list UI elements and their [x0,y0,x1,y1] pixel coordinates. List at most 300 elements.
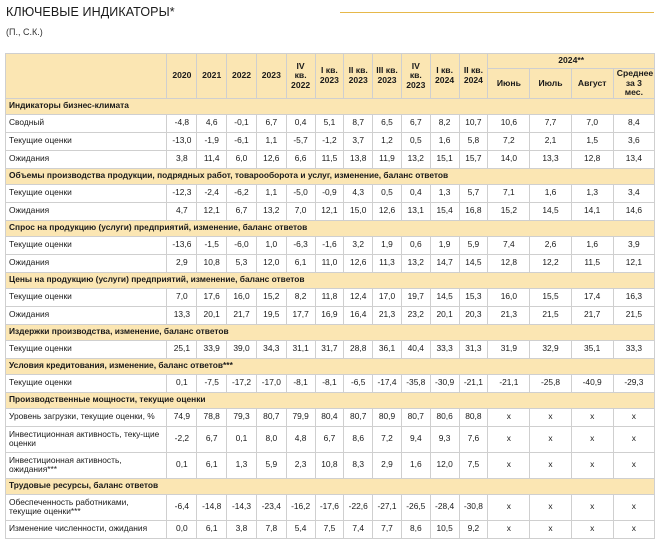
table-cell: 15,7 [459,150,488,168]
table-cell: -0,1 [227,114,257,132]
table-cell: x [571,426,613,452]
table-cell: 0,4 [286,114,315,132]
table-cell: -1,9 [197,132,227,150]
table-cell: x [613,426,654,452]
table-cell: 2,9 [167,254,197,272]
table-cell: 79,3 [227,408,257,426]
table-cell: 11,0 [315,254,344,272]
table-cell: 14,1 [571,202,613,220]
table-cell: -17,4 [373,374,402,392]
table-cell: 13,8 [344,150,373,168]
section-title: Условия кредитования, изменение, баланс ответов*** [6,358,655,374]
table-cell: 33,3 [430,340,459,358]
table-cell: 13,2 [401,254,430,272]
table-cell: -23,4 [256,494,286,520]
table-cell: -17,2 [227,374,257,392]
table-cell: 17,4 [571,288,613,306]
table-cell: -16,2 [286,494,315,520]
table-cell: 11,8 [315,288,344,306]
table-cell: 7,7 [530,114,571,132]
table-cell: 1,3 [227,452,257,478]
section-header-row [6,220,655,236]
table-cell: 7,0 [571,114,613,132]
table-cell: 17,6 [197,288,227,306]
table-row [6,236,655,254]
table-cell: -40,9 [571,374,613,392]
table-cell: 17,0 [373,288,402,306]
column-header: Июль [530,69,571,99]
table-cell: 12,6 [373,202,402,220]
table-cell: 12,6 [344,254,373,272]
table-cell: 7,5 [315,520,344,538]
table-cell: -29,3 [613,374,654,392]
table-cell: 5,8 [459,132,488,150]
table-cell: 14,7 [430,254,459,272]
table-cell: -7,5 [197,374,227,392]
table-cell: 3,8 [227,520,257,538]
section-header-row [6,324,655,340]
table-cell: 1,6 [530,184,571,202]
table-cell: 1,6 [430,132,459,150]
table-cell: 21,7 [227,306,257,324]
table-cell: -1,5 [197,236,227,254]
table-cell: 13,2 [256,202,286,220]
table-cell: 14,5 [430,288,459,306]
row-label: Текущие оценки [6,236,167,254]
column-header: 2022 [227,54,257,99]
table-cell: 17,7 [286,306,315,324]
column-header: Среднее за 3 мес. [613,69,654,99]
table-cell: 2,9 [373,452,402,478]
table-cell: -30,9 [430,374,459,392]
table-cell: 11,5 [571,254,613,272]
table-cell: 12,1 [613,254,654,272]
row-label: Инвестиционная активность, ожидания*** [6,452,167,478]
table-cell: 0,1 [227,426,257,452]
table-cell: 0,1 [167,452,197,478]
table-cell: 12,8 [571,150,613,168]
table-cell: x [530,408,571,426]
table-cell: 8,2 [286,288,315,306]
table-cell: 15,2 [488,202,530,220]
table-cell: 36,1 [373,340,402,358]
table-cell: 8,6 [401,520,430,538]
table-cell: -22,6 [344,494,373,520]
row-label: Текущие оценки [6,374,167,392]
table-cell: x [613,408,654,426]
table-cell: 10,6 [488,114,530,132]
table-cell: 10,8 [315,452,344,478]
row-label: Сводный [6,114,167,132]
table-cell: -6,3 [286,236,315,254]
table-row [6,494,655,520]
table-cell: 3,8 [167,150,197,168]
table-cell: x [571,494,613,520]
table-cell: 16,3 [613,288,654,306]
row-label: Ожидания [6,306,167,324]
row-label: Изменение численности, ожидания [6,520,167,538]
row-label: Ожидания [6,150,167,168]
table-cell: 80,6 [430,408,459,426]
table-cell: 14,6 [613,202,654,220]
table-cell: 9,4 [401,426,430,452]
table-cell: 7,0 [167,288,197,306]
table-cell: x [488,494,530,520]
table-cell: x [571,408,613,426]
table-cell: 31,7 [315,340,344,358]
table-cell: 4,7 [167,202,197,220]
table-cell: 3,6 [613,132,654,150]
table-cell: -6,5 [344,374,373,392]
table-cell: 2,3 [286,452,315,478]
table-cell: 21,3 [488,306,530,324]
table-cell: -27,1 [373,494,402,520]
table-cell: 8,2 [430,114,459,132]
row-label: Обеспеченность работниками, текущие оценки*** [6,494,167,520]
table-cell: 34,3 [256,340,286,358]
table-cell: x [530,452,571,478]
table-cell: -0,9 [315,184,344,202]
table-cell: 13,3 [530,150,571,168]
table-cell: 6,1 [286,254,315,272]
table-cell: 10,5 [430,520,459,538]
row-label: Текущие оценки [6,184,167,202]
table-cell: -1,6 [315,236,344,254]
table-cell: 13,2 [401,150,430,168]
table-cell: 12,4 [344,288,373,306]
section-title: Цены на продукцию (услуги) предприятий, изменение, баланс ответов [6,272,655,288]
table-cell: 28,8 [344,340,373,358]
table-cell: 5,3 [227,254,257,272]
table-cell: 14,5 [459,254,488,272]
table-cell: 39,0 [227,340,257,358]
table-cell: 4,8 [286,426,315,452]
table-cell: 7,4 [344,520,373,538]
table-cell: -13,0 [167,132,197,150]
table-cell: x [613,494,654,520]
table-cell: 16,8 [459,202,488,220]
table-cell: -6,1 [227,132,257,150]
table-cell: -4,8 [167,114,197,132]
table-cell: 13,1 [401,202,430,220]
accent-rule [340,12,654,13]
section-title: Объемы производства продукции, подрядных работ, товарооборота и услуг, изменение, баланс ответов [6,168,655,184]
column-header: II кв. 2023 [344,54,373,99]
table-cell: 20,1 [430,306,459,324]
table-cell: 6,1 [197,520,227,538]
table-cell: 33,3 [613,340,654,358]
table-cell: 0,5 [373,184,402,202]
table-cell: 10,8 [197,254,227,272]
section-header-row [6,98,655,114]
table-cell: 3,7 [344,132,373,150]
table-cell: 8,7 [344,114,373,132]
table-cell: 1,9 [430,236,459,254]
column-header: 2023 [256,54,286,99]
table-cell: 6,6 [286,150,315,168]
table-cell: 1,1 [256,132,286,150]
table-cell: 80,9 [373,408,402,426]
table-cell: -5,7 [286,132,315,150]
table-cell: -6,0 [227,236,257,254]
table-cell: 6,1 [197,452,227,478]
table-cell: 11,4 [197,150,227,168]
table-cell: -25,8 [530,374,571,392]
table-cell: x [530,494,571,520]
table-cell: -6,2 [227,184,257,202]
table-cell: 19,5 [256,306,286,324]
table-cell: -6,4 [167,494,197,520]
table-cell: 14,0 [488,150,530,168]
section-header-row [6,168,655,184]
table-cell: 16,9 [315,306,344,324]
page-title: КЛЮЧЕВЫЕ ИНДИКАТОРЫ* [6,5,175,19]
table-cell: 1,3 [571,184,613,202]
table-row [6,254,655,272]
table-cell: x [488,426,530,452]
table-cell: -21,1 [459,374,488,392]
table-cell: -17,0 [256,374,286,392]
table-row [6,202,655,220]
table-cell: -2,2 [167,426,197,452]
table-cell: 78,8 [197,408,227,426]
column-header: III кв. 2023 [373,54,402,99]
table-cell: -30,8 [459,494,488,520]
table-row [6,184,655,202]
table-cell: x [571,452,613,478]
table-cell: 12,2 [530,254,571,272]
row-label: Ожидания [6,202,167,220]
column-header: Июнь [488,69,530,99]
table-cell: 1,6 [571,236,613,254]
table-cell: 1,3 [430,184,459,202]
table-cell: 15,3 [459,288,488,306]
table-row [6,132,655,150]
table-cell: 11,5 [315,150,344,168]
table-cell: 5,7 [459,184,488,202]
table-cell: 0,5 [401,132,430,150]
row-label: Текущие оценки [6,340,167,358]
table-cell: 1,9 [373,236,402,254]
table-cell: 1,0 [256,236,286,254]
table-cell: 79,9 [286,408,315,426]
table-cell: 6,7 [315,426,344,452]
group-header-2024: 2024** [488,54,655,69]
table-cell: 80,7 [256,408,286,426]
table-cell: 8,4 [613,114,654,132]
column-header: IV кв. 2023 [401,54,430,99]
table-cell: 7,7 [373,520,402,538]
table-cell: 5,9 [256,452,286,478]
table-cell: 7,8 [256,520,286,538]
table-cell: 15,5 [530,288,571,306]
table-cell: -21,1 [488,374,530,392]
table-cell: 10,7 [459,114,488,132]
table-cell: x [571,520,613,538]
table-cell: 5,9 [459,236,488,254]
table-cell: 1,6 [401,452,430,478]
table-cell: 80,7 [401,408,430,426]
table-cell: x [488,520,530,538]
section-title: Спрос на продукцию (услуги) предприятий, изменение, баланс ответов [6,220,655,236]
table-cell: 15,2 [256,288,286,306]
table-cell: 1,2 [373,132,402,150]
table-cell: 8,6 [344,426,373,452]
table-cell: -12,3 [167,184,197,202]
table-cell: 7,4 [488,236,530,254]
table-cell: 0,6 [401,236,430,254]
column-header: IV кв. 2022 [286,54,315,99]
table-row [6,426,655,452]
column-header: 2021 [197,54,227,99]
table-cell: 20,1 [197,306,227,324]
table-cell: -35,8 [401,374,430,392]
row-label: Инвестиционная активность, теку-щие оценки [6,426,167,452]
table-cell: -2,4 [197,184,227,202]
table-cell: 1,5 [571,132,613,150]
table-cell: -8,1 [315,374,344,392]
table-cell: x [488,452,530,478]
table-cell: 4,6 [197,114,227,132]
table-cell: 4,3 [344,184,373,202]
table-cell: 6,7 [401,114,430,132]
table-cell: 25,1 [167,340,197,358]
table-cell: 6,7 [227,202,257,220]
page-subtitle: (П., С.К.) [6,27,43,37]
table-cell: x [488,408,530,426]
table-cell: 6,7 [256,114,286,132]
table-cell: x [530,520,571,538]
section-title: Индикаторы бизнес-климата [6,98,655,114]
table-cell: -28,4 [430,494,459,520]
table-cell: -1,2 [315,132,344,150]
table-cell: 15,4 [430,202,459,220]
table-row [6,150,655,168]
table-row [6,452,655,478]
table-cell: 9,2 [459,520,488,538]
column-header: 2020 [167,54,197,99]
table-cell: 2,1 [530,132,571,150]
table-cell: -13,6 [167,236,197,254]
table-row [6,114,655,132]
row-label: Текущие оценки [6,132,167,150]
section-title: Трудовые ресурсы, баланс ответов [6,478,655,494]
table-cell: 8,0 [256,426,286,452]
section-header-row [6,478,655,494]
table-cell: 40,4 [401,340,430,358]
table-cell: 32,9 [530,340,571,358]
table-cell: 14,5 [530,202,571,220]
table-cell: 16,4 [344,306,373,324]
table-cell: 11,3 [373,254,402,272]
table-cell: 13,4 [613,150,654,168]
table-row [6,340,655,358]
table-row [6,408,655,426]
table-cell: 6,0 [227,150,257,168]
column-header: I кв. 2023 [315,54,344,99]
row-label: Уровень загрузки, текущие оценки, % [6,408,167,426]
table-cell: 7,2 [373,426,402,452]
table-cell: 74,9 [167,408,197,426]
table-cell: 12,0 [256,254,286,272]
table-cell: 19,7 [401,288,430,306]
table-cell: 3,9 [613,236,654,254]
table-cell: 80,4 [315,408,344,426]
table-cell: -14,3 [227,494,257,520]
table-cell: 12,1 [315,202,344,220]
table-cell: 31,3 [459,340,488,358]
table-cell: 3,2 [344,236,373,254]
table-cell: 16,0 [488,288,530,306]
table-cell: 6,7 [197,426,227,452]
table-cell: 35,1 [571,340,613,358]
table-cell: 2,6 [530,236,571,254]
table-cell: -5,0 [286,184,315,202]
table-cell: 7,5 [459,452,488,478]
table-cell: 12,0 [430,452,459,478]
table-cell: 21,5 [530,306,571,324]
table-cell: x [613,520,654,538]
table-cell: 6,5 [373,114,402,132]
section-header-row [6,272,655,288]
table-cell: 7,0 [286,202,315,220]
table-row [6,306,655,324]
indicators-table [5,53,655,539]
table-cell: 80,8 [459,408,488,426]
table-cell: 0,0 [167,520,197,538]
table-cell: 12,8 [488,254,530,272]
table-cell: 7,1 [488,184,530,202]
table-cell: 8,3 [344,452,373,478]
table-cell: 21,5 [613,306,654,324]
column-header: II кв. 2024 [459,54,488,99]
table-cell: 33,9 [197,340,227,358]
table-cell: 15,1 [430,150,459,168]
table-cell: 16,0 [227,288,257,306]
table-cell: 15,0 [344,202,373,220]
table-cell: 13,3 [167,306,197,324]
table-cell: 12,1 [197,202,227,220]
table-cell: 0,4 [401,184,430,202]
table-cell: 0,1 [167,374,197,392]
table-cell: -14,8 [197,494,227,520]
table-cell: 20,3 [459,306,488,324]
header-blank [6,54,167,99]
column-header: Август [571,69,613,99]
table-cell: 3,4 [613,184,654,202]
table-cell: 5,4 [286,520,315,538]
table-cell: 5,1 [315,114,344,132]
row-label: Текущие оценки [6,288,167,306]
table-cell: 7,6 [459,426,488,452]
table-cell: 1,1 [256,184,286,202]
table-cell: 11,9 [373,150,402,168]
table-cell: 80,7 [344,408,373,426]
table-cell: 21,3 [373,306,402,324]
table-cell: -26,5 [401,494,430,520]
row-label: Ожидания [6,254,167,272]
section-header-row [6,392,655,408]
table-cell: -8,1 [286,374,315,392]
table-cell: 23,2 [401,306,430,324]
table-row [6,288,655,306]
table-cell: x [613,452,654,478]
table-cell: 7,2 [488,132,530,150]
table-row [6,520,655,538]
column-header: I кв. 2024 [430,54,459,99]
table-cell: 31,9 [488,340,530,358]
section-title: Производственные мощности, текущие оценки [6,392,655,408]
